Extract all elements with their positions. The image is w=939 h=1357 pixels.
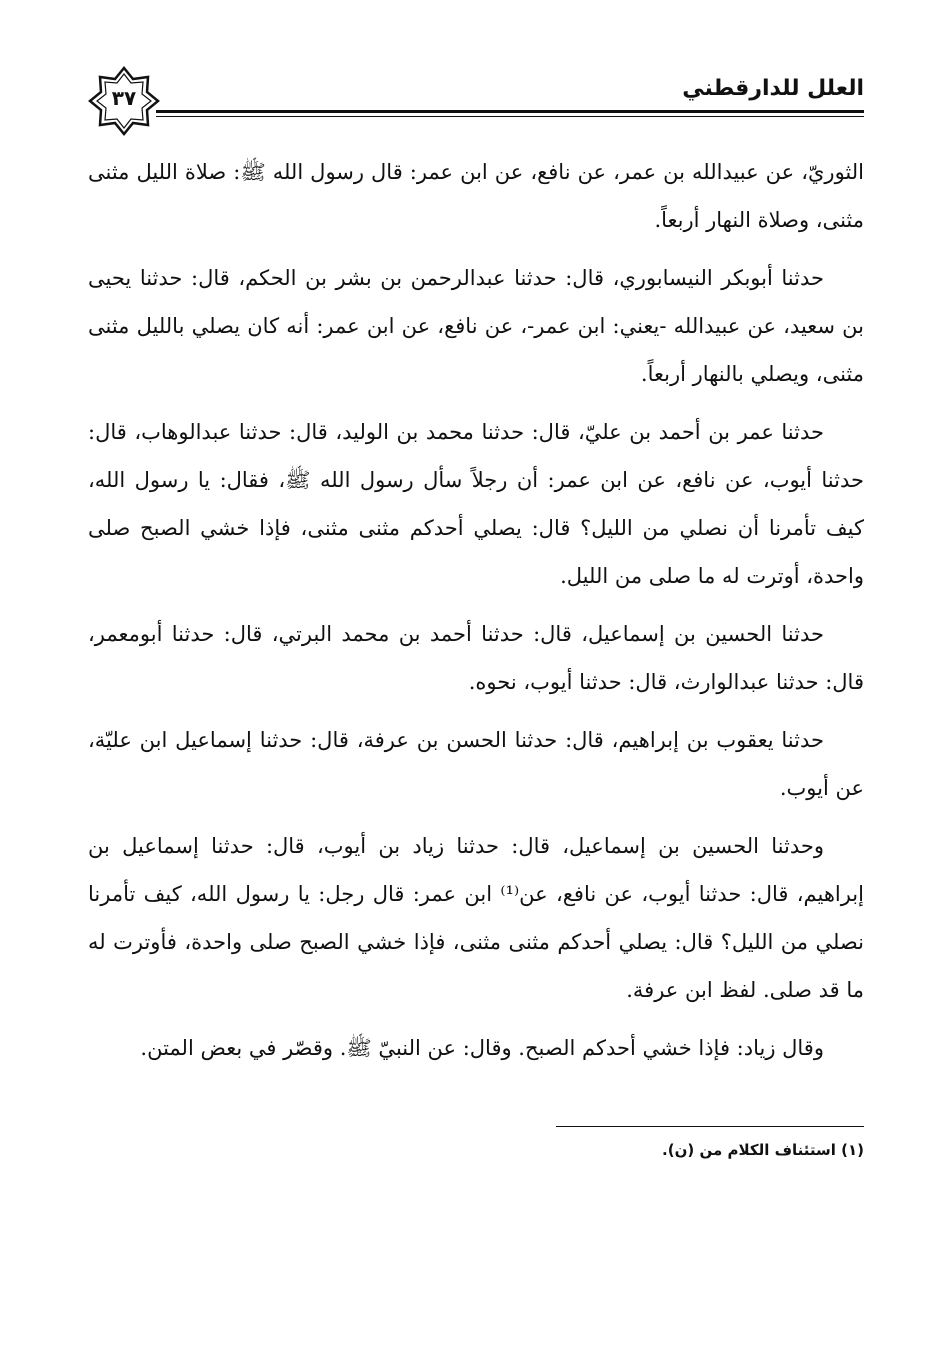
main-text bbox=[88, 148, 864, 1082]
header-rule-thin bbox=[156, 116, 864, 117]
footnote: (١) استئناف الكلام من (ن). bbox=[662, 1141, 864, 1159]
paragraph: وحدثنا الحسين بن إسماعيل، قال: حدثنا زياد بن أيوب، قال: حدثنا إسماعيل بن إبراهيم، قال: حدثنا أيوب، عن نافع، عن⁽¹⁾ ابن عمر: قال رجل: يا رسول الله، كيف تأمرنا نصلي من الليل؟ قال: يصلي أحدكم مثنى مثنى، فإذا خشي الصبح صلى واحدة، فأوترت له ما قد صلى. لفظ ابن عرفة. bbox=[88, 834, 864, 1002]
paragraph: حدثنا عمر بن أحمد بن عليّ، قال: حدثنا محمد بن الوليد، قال: حدثنا عبدالوهاب، قال: حدثنا أيوب، عن نافع، عن ابن عمر: أن رجلاً سأل رسول الله ﷺ، فقال: يا رسول الله، كيف تأمرنا أن نصلي من الليل؟ قال: يصلي أحدكم مثنى مثنى، فإذا خشي الصبح صلى واحدة، أوترت له ما صلى من الليل. bbox=[88, 420, 864, 588]
paragraph: حدثنا يعقوب بن إبراهيم، قال: حدثنا الحسن بن عرفة، قال: حدثنا إسماعيل ابن عليّة، عن أيوب. bbox=[88, 728, 864, 800]
page-number: ٣٧ bbox=[111, 86, 137, 110]
page-header bbox=[88, 66, 864, 136]
book-title: العلل للدارقطني bbox=[682, 76, 864, 101]
header-rule-thick bbox=[156, 110, 864, 113]
footnote-separator bbox=[556, 1126, 864, 1127]
paragraph: حدثنا الحسين بن إسماعيل، قال: حدثنا أحمد بن محمد البرتي، قال: حدثنا أبومعمر، قال: حدثنا عبدالوارث، قال: حدثنا أيوب، نحوه. bbox=[88, 622, 864, 694]
paragraph: الثوريّ، عن عبيدالله بن عمر، عن نافع، عن ابن عمر: قال رسول الله ﷺ: صلاة الليل مثنى مثنى، وصلاة النهار أربعاً. bbox=[88, 160, 864, 232]
page-number-badge bbox=[88, 66, 160, 136]
paragraph: حدثنا أبوبكر النيسابوري، قال: حدثنا عبدالرحمن بن بشر بن الحكم، قال: حدثنا يحيى بن سعيد، عن عبيدالله -يعني: ابن عمر-، عن نافع، عن ابن عمر: أنه كان يصلي بالليل مثنى مثنى، ويصلي بالنهار أربعاً. bbox=[88, 266, 864, 386]
paragraph: وقال زياد: فإذا خشي أحدكم الصبح. وقال: عن النبيّ ﷺ. وقصّر في بعض المتن. bbox=[140, 1036, 824, 1060]
